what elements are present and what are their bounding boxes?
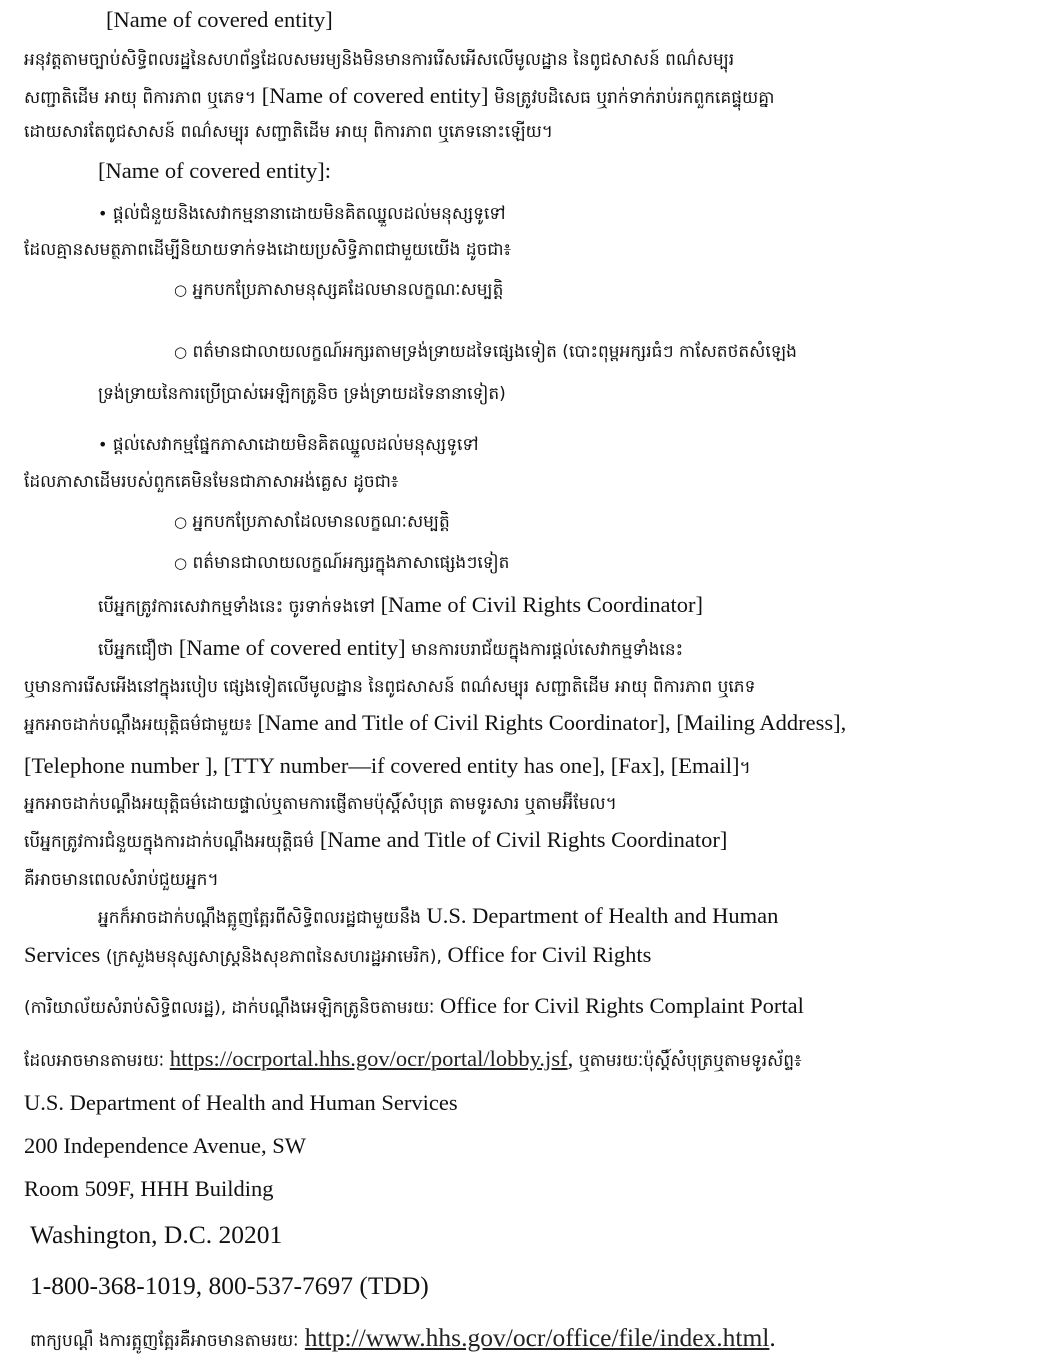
sub-bullet-item (174, 276, 503, 304)
text: ដែលគ្មានសមត្ថភាពដើម្បីនិយាយទាក់ទងដោយប្រសិទ្ធិភាពជាមួយយើង ដូចជា៖ (24, 240, 512, 260)
bullet-icon: • (98, 435, 108, 454)
text: ផ្តល់ជំនួយនិងសេវាកម្មនានាដោយមិនគិតឈ្នួលដល់មនុស្សទូទៅ (112, 204, 506, 224)
paragraph-line (24, 236, 511, 264)
text: 1-800-368-1019, 800-537-7697 (TDD) (30, 1271, 429, 1300)
text: ។ (739, 758, 751, 778)
address-line (24, 1175, 273, 1203)
sub-bullet-item (174, 508, 450, 536)
address-line (30, 1219, 282, 1251)
paragraph-line (98, 902, 778, 932)
text: សញ្ជាតិដើម អាយុ ពិការភាព ឬភេទ។ (24, 88, 257, 108)
text: 200 Independence Avenue, SW (24, 1133, 306, 1158)
complaint-forms-link[interactable]: http://www.hhs.gov/ocr/office/file/index.html (304, 1323, 770, 1352)
bullet-item (98, 200, 506, 228)
paragraph-line (24, 46, 734, 74)
text: [Telephone number ], [TTY number—if covered entity has one], [Fax], [Email] (24, 753, 740, 778)
paragraph-line (24, 82, 774, 112)
covered-entity-heading (106, 6, 333, 34)
circle-bullet-icon: ○ (174, 554, 188, 572)
phone-line (30, 1270, 429, 1302)
text: Office for Civil Rights Complaint Portal (439, 993, 804, 1018)
paragraph-line (24, 709, 846, 739)
text: ឬមានការរើសអើងនៅក្នុងរបៀប ផ្សេងទៀតលើមូលដ្ឋាន នៃពូជសាសន៍ ពណ៌សម្បុរ សញ្ជាតិដើម អាយុ ពិការភាព ឬភេទ (24, 677, 756, 697)
paragraph-line (98, 591, 703, 621)
text: [Name and Title of Civil Rights Coordinator], [Mailing Address], (257, 710, 847, 735)
text: គឺអាចមានពេលសំរាប់ជួយអ្នក។ (24, 870, 219, 890)
text: អ្នកក៏អាចដាក់បណ្តឹងត្អូញត្អែរពីសិទ្ធិពលរដ្ឋជាមួយនឹង (98, 908, 421, 928)
text: អ្នកបកប្រែភាសាដែលមានលក្ខណៈសម្បត្តិ (192, 512, 450, 532)
paragraph-line (24, 1045, 802, 1075)
sub-bullet-item (174, 549, 509, 577)
sub-bullet-item (174, 338, 797, 366)
text: [Name and Title of Civil Rights Coordinator] (319, 827, 728, 852)
text: បើអ្នកជឿថា (98, 640, 174, 660)
text: ទ្រង់ទ្រាយនៃការប្រើប្រាស់អេឡិកត្រូនិច ទ្រង់ទ្រាយដទៃនានាទៀត) (98, 384, 506, 404)
text: , (567, 1046, 574, 1071)
paragraph-line (24, 790, 617, 818)
text: អ្នកអាចដាក់បណ្តឹងអយុត្តិធម៌ដោយផ្ទាល់ឬតាមការផ្ញើតាមប៉ុស្តិ៍សំបុត្រ តាមទូរសារ ឬតាមអ៊ីមែល។ (24, 794, 617, 814)
address-line (24, 1089, 458, 1117)
text: អនុវត្តតាមច្បាប់សិទ្ធិពលរដ្ឋនៃសហព័ន្ធដែលសមរម្យនិងមិនមានការរើសអើសលើមូលដ្ឋាន នៃពូជសាសន៍ ពណ៌សម្បុរ (24, 50, 735, 70)
circle-bullet-icon: ○ (174, 343, 188, 361)
text: ពត៌មានជាលាយលក្ខណ៍អក្សរក្នុងភាសាផ្សេងៗទៀត (192, 553, 510, 573)
text: ពត៌មានជាលាយលក្ខណ៍អក្សរតាមទ្រង់ទ្រាយដទៃផ្សេងទៀត (បោះពុម្ពអក្សរធំៗ កាសែតថតសំឡេង (192, 342, 797, 362)
text: បើអ្នកត្រូវការជំនួយក្នុងការដាក់បណ្តឹងអយុត្តិធម៌ (24, 832, 315, 852)
section-heading (98, 157, 331, 185)
text: [Name of covered entity] (261, 83, 489, 108)
paragraph-line (24, 673, 755, 701)
text: [Name of covered entity] (106, 7, 333, 32)
text: បើអ្នកត្រូវការសេវាកម្មទាំងនេះ ចូរទាក់ទងទៅ (98, 597, 375, 617)
ocr-portal-link[interactable]: https://ocrportal.hhs.gov/ocr/portal/lobby.jsf (169, 1046, 568, 1071)
text: Washington, D.C. 20201 (30, 1220, 283, 1249)
paragraph-line (24, 866, 219, 894)
text: Office for Civil Rights (447, 942, 652, 967)
text: ឬតាមរយៈប៉ុស្តិ៍សំបុត្រឬតាមទូរស័ព្ទ៖ (578, 1051, 802, 1071)
text: មិនត្រូវបដិសេធ ឬរាក់ទាក់រាប់រកពួកគេផ្ទុយគ្នា (494, 88, 775, 108)
text: ដែលភាសាដើមរបស់ពួកគេមិនមែនជាភាសាអង់គ្លេស ដូចជា៖ (24, 472, 399, 492)
text: . (769, 1323, 776, 1352)
text: [Name of covered entity]: (98, 158, 332, 183)
text: (ក្រសួងមនុស្សសាស្ត្រនិងសុខភាពនៃសហរដ្ឋអាមេរិក), (105, 947, 442, 967)
paragraph-line (24, 752, 751, 782)
text: [Name of covered entity] (178, 635, 406, 660)
text: ដែលអាចមានតាមរយៈ (24, 1051, 165, 1071)
text: Services (24, 942, 101, 967)
text: [Name of Civil Rights Coordinator] (380, 592, 704, 617)
text: (ការិយាល័យសំរាប់សិទ្ធិពលរដ្ឋ), ដាក់បណ្តឹងអេឡិកត្រូនិចតាមរយៈ (24, 998, 435, 1018)
paragraph-line (30, 1322, 776, 1357)
paragraph-line (98, 634, 683, 664)
bullet-icon: • (98, 204, 108, 223)
circle-bullet-icon: ○ (174, 281, 188, 299)
text: មានការបរាជ័យក្នុងការផ្តល់សេវាកម្មទាំងនេះ (411, 640, 684, 660)
paragraph-line (24, 468, 398, 496)
paragraph-line (98, 380, 506, 408)
paragraph-line (24, 826, 727, 856)
text: ផ្តល់សេវាកម្មផ្នែកភាសាដោយមិនគិតឈ្នួលដល់មនុស្សទូទៅ (112, 435, 479, 455)
text: អ្នកបកប្រែភាសាមនុស្សគដែលមានលក្ខណៈសម្បត្តិ (192, 280, 504, 300)
bullet-item (98, 431, 479, 459)
circle-bullet-icon: ○ (174, 513, 188, 531)
text: U.S. Department of Health and Human Services (24, 1090, 458, 1115)
text: អ្នកអាចដាក់បណ្តឹងអយុត្តិធម៌ជាមួយ៖ (24, 715, 252, 735)
paragraph-line (24, 992, 804, 1022)
paragraph-line (24, 118, 553, 146)
paragraph-line (24, 941, 651, 971)
text: ពាក្យបណ្តឹ ងការត្អូញត្អែរគឺអាចមានតាមរយៈ (30, 1331, 299, 1351)
text: ដោយសារតែពូជសាសន៍ ពណ៌សម្បុរ សញ្ជាតិដើម អាយុ ពិការភាព ឬភេទនោះឡើយ។ (24, 122, 553, 142)
text: U.S. Department of Health and Human (426, 903, 779, 928)
text: Room 509F, HHH Building (24, 1176, 274, 1201)
address-line (24, 1132, 306, 1160)
